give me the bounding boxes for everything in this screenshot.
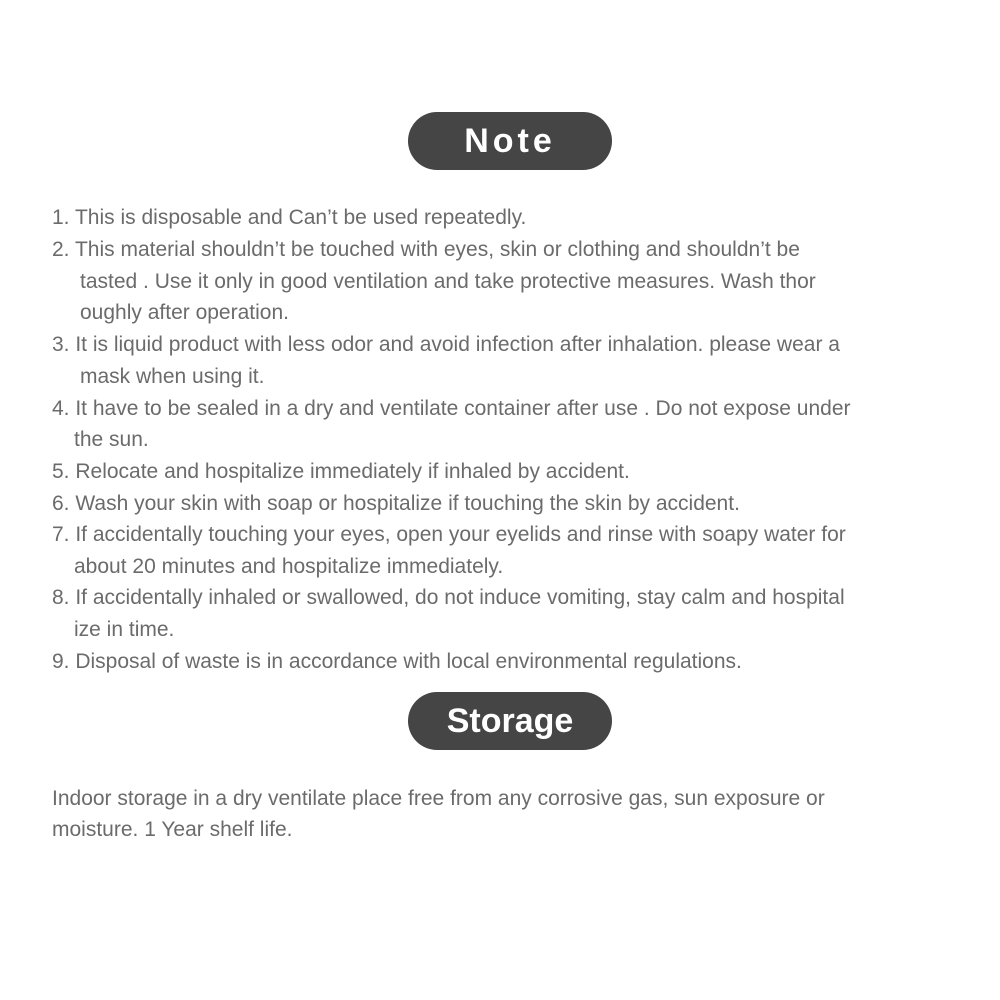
- note-item-2-cont: oughly after operation.: [80, 301, 289, 324]
- note-item-7: 7. If accidentally touching your eyes, open your eyelids and rinse with soapy water for: [52, 523, 846, 546]
- note-heading: Note: [408, 112, 612, 170]
- note-item-2: 2. This material shouldn’t be touched with eyes, skin or clothing and shouldn’t be: [52, 238, 800, 261]
- storage-line-1: Indoor storage in a dry ventilate place free from any corrosive gas, sun exposure or: [52, 787, 825, 810]
- note-item-8-cont: ize in time.: [74, 618, 175, 641]
- note-item-9: 9. Disposal of waste is in accordance with local environmental regulations.: [52, 650, 742, 673]
- storage-heading: Storage: [408, 692, 612, 750]
- note-item-1: 1. This is disposable and Can’t be used repeatedly.: [52, 206, 527, 229]
- note-item-6: 6. Wash your skin with soap or hospitalize if touching the skin by accident.: [52, 492, 740, 515]
- note-item-3: 3. It is liquid product with less odor and avoid infection after inhalation. please wear a: [52, 333, 840, 356]
- note-item-2-cont: tasted . Use it only in good ventilation and take protective measures. Wash thor: [80, 270, 816, 293]
- note-item-8: 8. If accidentally inhaled or swallowed, do not induce vomiting, stay calm and hospital: [52, 586, 845, 609]
- note-item-7-cont: about 20 minutes and hospitalize immediately.: [74, 555, 504, 578]
- storage-line-2: moisture. 1 Year shelf life.: [52, 818, 293, 841]
- note-item-3-cont: mask when using it.: [80, 365, 265, 388]
- note-item-5: 5. Relocate and hospitalize immediately if inhaled by accident.: [52, 460, 630, 483]
- note-item-4-cont: the sun.: [74, 428, 149, 451]
- note-item-4: 4. It have to be sealed in a dry and ventilate container after use . Do not expose under: [52, 397, 851, 420]
